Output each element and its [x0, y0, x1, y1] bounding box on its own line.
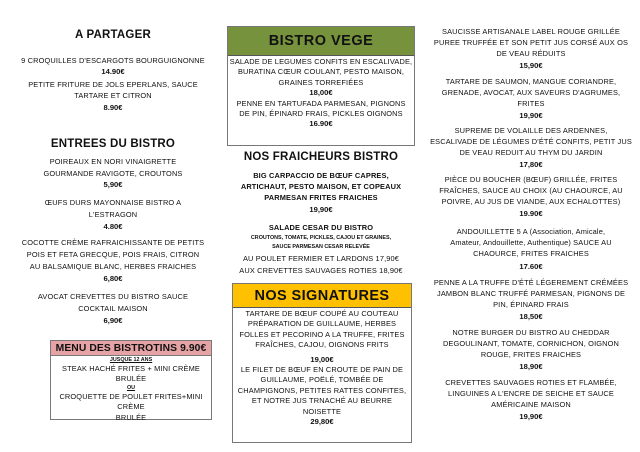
menu-item-name: BURATINA CŒUR COULANT, PESTO MAISON, [237, 67, 405, 77]
menu-item-price: 19,00€ [310, 354, 334, 364]
menu-item-name: SALADE CESAR DU BISTRO [268, 223, 374, 232]
kids-menu-option: STEAK HACHÉ FRITES + MINI CRÈME BRULÉE [62, 364, 200, 384]
menu-item-price: 17.60€ [519, 262, 543, 271]
menu-item-name: GRAINES TORREFIÉES [278, 77, 364, 87]
menu-item-name: TARTARE ET CITRON [74, 91, 152, 100]
menu-item-name: ANDOUILLETTE 5 A (Association, Amicale, [456, 227, 606, 236]
menu-item-name: SUPREME DE VOLAILLE DES ARDENNES, [454, 126, 608, 135]
menu-item-price: 14.90€ [101, 67, 125, 76]
menu-item-name: PIÈCE DU BOUCHER (BŒUF) GRILLÉE, FRITES [444, 175, 618, 184]
signatures-box [232, 283, 412, 443]
menu-item-name: AVOCAT CREVETTES DU BISTRO SAUCE [37, 292, 189, 301]
kids-menu-banner [51, 341, 211, 356]
menu-item-price: 6,80€ [103, 274, 123, 283]
menu-item-name: DEGOULINANT, TOMATE, CORNICHON, OIGNON [442, 339, 620, 348]
menu-item-price: 16.90€ [309, 119, 333, 129]
menu-item-price: 4.80€ [103, 222, 123, 231]
menu-item-name: JAMBON BLANC TRUFFÉ PARMESAN, PIGNONS DE [436, 289, 626, 298]
menu-item-detail: SAUCE PARMESAN CESAR RELEVÉE [272, 244, 370, 250]
menu-item-name: TARTARE DE BŒUF COUPÉ AU COUTEAU [245, 309, 399, 318]
menu-item-name: ŒUFS DURS MAYONNAISE BISTRO A [44, 198, 182, 207]
menu-item-name: CHAMPIGNONS, PETITES RATTES CONFITES, [237, 385, 407, 395]
section-title-entrees: ENTREES DU BISTRO [50, 138, 176, 150]
menu-item-name: CHAOURCE, FRITES FRAICHES [473, 249, 589, 258]
kids-menu-age-note: JUSQUE 12 ANS [109, 357, 153, 363]
menu-item-option: AUX CREVETTES SAUVAGES ROTIES 18,90€ [239, 266, 403, 275]
menu-item-name: LE FILET DE BŒUF EN CROUTE DE PAIN DE [240, 365, 404, 375]
menu-item-name: ARTICHAUT, PESTO MAISON, ET COPEAUX [240, 182, 402, 191]
menu-item-name: FRITES [517, 99, 545, 108]
menu-item-name: DE VEAU REDUIT AU THYM DU JARDIN [459, 148, 603, 157]
signatures-title: NOS SIGNATURES [254, 287, 390, 304]
menu-item-price: 15,90€ [519, 61, 543, 70]
section-title-partager: A PARTAGER [75, 29, 151, 41]
menu-item-name: PENNE A LA TRUFFE D'ÉTÉ LÉGEREMENT CRÉMÉES [433, 278, 629, 287]
menu-item-price: 18,00€ [309, 88, 333, 98]
menu-item-name: PARMESAN FRITES FRAICHES [264, 193, 378, 202]
menu-item-name: NOTRE BURGER DU BISTRO AU CHEDDAR [452, 328, 610, 337]
menu-item-name: L'ESTRAGON [88, 210, 138, 219]
menu-item-name: AMÉRICAINE MAISON [491, 400, 571, 409]
menu-item-price: 19,90€ [309, 205, 333, 214]
menu-item-name: ESCALIVADE DE LÉGUMES D'ÉTÉ CONFITS, PETIT JUS [430, 137, 632, 146]
menu-item-name: POIVRE, AU JUS DE VIANDE, AUX ECHALOTTES) [441, 197, 621, 206]
menu-item-price: 19,90€ [519, 412, 543, 421]
menu-item-name: GRENADE, AVOCAT, AUX SAVEURS D'AGRUMES, [441, 88, 621, 97]
kids-menu-option: BRULÉE [115, 412, 147, 422]
menu-item-name: SALADE DE LEGUMES CONFITS EN ESCALIVADE, [229, 57, 413, 66]
menu-item-detail: CROUTONS, TOMATE, PICKLES, CAJOU ET GRAINES, [250, 235, 392, 241]
menu-item-name: GOURMANDE RAVIGOTE, CROUTONS [43, 169, 183, 178]
menu-item-name: PRÉPARATION DE GUILLAUME, HERBES [247, 319, 397, 329]
menu-item-price: 18,50€ [519, 312, 543, 321]
menu-item-name: SAUCISSE ARTISANALE LABEL ROUGE GRILLÉE [442, 27, 620, 36]
menu-item-name: DE VEAU RÉDUITS [496, 49, 566, 58]
menu-item-price: 19,90€ [519, 111, 543, 120]
kids-menu-or: OU [126, 384, 136, 391]
menu-item-name: AU BALSAMIQUE BLANC, HERBES FRAICHES [29, 262, 197, 271]
menu-item-name: FOLLES ET PECORINO A LA TRUFFE, FRITES [239, 329, 405, 339]
menu-item-name: POIREAUX EN NORI VINAIGRETTE [49, 157, 177, 166]
kids-menu-box [50, 340, 212, 420]
menu-item-price: 29,80€ [310, 417, 334, 427]
menu-item-name: PUREE TRUFFÉE ET SON PETIT JUS CORSÉ AUX OS [433, 38, 629, 47]
section-title-fraicheurs: NOS FRAICHEURS BISTRO [243, 151, 399, 163]
menu-item-name: NOISETTE [302, 406, 342, 416]
menu-item-name: CREVETTES SAUVAGES ROTIES ET FLAMBÉE, [445, 378, 617, 387]
menu-item-name: ET NOTRE JUS TRNACHÉ AU BEURRE [251, 396, 393, 406]
menu-item-name: DE PIN, ÉPINARD FRAIS, PICKLES OIGNONS [239, 109, 403, 119]
menu-item-option: AU POULET FERMIER ET LARDONS 17,90€ [242, 254, 400, 263]
menu-item-price: 6,90€ [103, 316, 123, 325]
vege-title: BISTRO VEGE [268, 33, 374, 49]
menu-item-name: ROUGE, FRITES FRAICHES [480, 350, 582, 359]
menu-item-name: PENNE EN TARTUFADA PARMESAN, PIGNONS [236, 98, 406, 108]
menu-item-name: COCOTTE CRÈME RAFRAICHISSANTE DE PETITS [21, 238, 205, 247]
menu-item-name: BIG CARPACCIO DE BŒUF CAPRES, [253, 171, 389, 180]
menu-item-name: LINGUINES A L'ENCRE DE SEICHE ET SAUCE [448, 389, 614, 398]
menu-item-name: FRAÎCHES, SAUCE AU CHOIX (AU CHAOURCE, AU [439, 186, 623, 195]
menu-item-name: POIS ET FETA GRECQUE, POIS FRAIS, CITRON [26, 250, 200, 259]
menu-item-name: FRAÎCHES, CAJOU, OIGNONS FRITS [255, 340, 389, 350]
menu-item-price: 18,90€ [519, 362, 543, 371]
menu-item-price: 19.90€ [519, 209, 543, 218]
menu-item-price: 5,90€ [103, 180, 123, 189]
menu-item-name: 9 CROQUILLES D'ESCARGOTS BOURGUIGNONNE [21, 56, 205, 65]
kids-menu-title: MENU DES BISTROTINS 9.90€ [55, 342, 207, 354]
menu-item-name: PIN, ÉPINARD FRAIS [493, 300, 569, 309]
menu-item-name: COCKTAIL MAISON [78, 304, 148, 313]
menu-item-name: TARTARE DE SAUMON, MANGUE CORIANDRE, [445, 77, 617, 86]
vege-box [227, 26, 415, 146]
menu-item-name: Amateur, Andouillette, Authentique) SAUCE AU [450, 238, 612, 247]
menu-item-name: GUILLAUME, POËLÉ, TOMBÉE DE [260, 375, 384, 385]
menu-item-name: PETITE FRITURE DE JOLS EPERLANS, SAUCE [28, 80, 198, 89]
signatures-banner [233, 284, 411, 308]
vege-banner [228, 27, 414, 56]
menu-item-price: 8.90€ [103, 103, 123, 112]
kids-menu-option: CROQUETTE DE POULET FRITES+MINI CRÈME [59, 391, 203, 412]
menu-item-price: 17,80€ [519, 160, 543, 169]
